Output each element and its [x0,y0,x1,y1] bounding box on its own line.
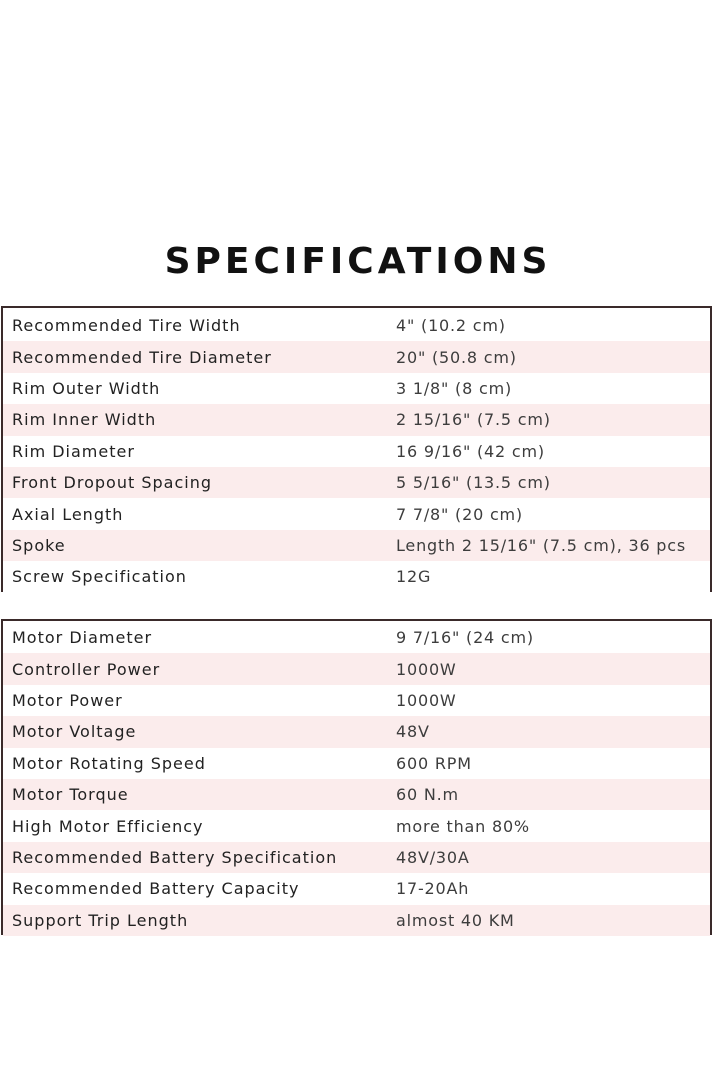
table-row [3,842,710,873]
table-row [3,530,710,561]
spec-value: 12G [396,567,432,587]
spec-value: 4" (10.2 cm) [396,316,506,336]
spec-label: Recommended Battery Specification [12,847,338,867]
spec-label: Axial Length [12,504,124,524]
table-row [3,341,710,372]
spec-value: 9 7/16" (24 cm) [396,628,534,648]
spec-label: Screw Specification [12,567,187,587]
spec-label: Motor Voltage [12,722,137,742]
spec-label: Rim Diameter [12,441,135,461]
table-row [3,748,710,779]
table-row [3,779,710,810]
table-row [3,561,710,592]
spec-value: almost 40 KM [396,910,515,930]
spec-label: Spoke [12,535,66,555]
table-row [3,436,710,467]
table-row [3,310,710,341]
spec-label: Motor Torque [12,785,129,805]
table-row [3,716,710,747]
spec-value: 17-20Ah [396,879,470,899]
spec-value: 600 RPM [396,753,472,773]
spec-label: Motor Rotating Speed [12,753,206,773]
table-row [3,404,710,435]
spec-label: Motor Power [12,690,123,710]
spec-label: Front Dropout Spacing [12,473,212,493]
spec-label: High Motor Efficiency [12,816,204,836]
spec-value: 20" (50.8 cm) [396,347,517,367]
spec-label: Rim Outer Width [12,378,161,398]
spec-label: Recommended Tire Diameter [12,347,272,367]
spec-value: 1000W [396,659,457,679]
table-row [3,685,710,716]
table-row [3,873,710,904]
spec-value: 3 1/8" (8 cm) [396,378,512,398]
spec-value: 48V/30A [396,847,470,867]
spec-label: Support Trip Length [12,910,189,930]
wheel-spec-table [1,306,712,592]
table-row [3,467,710,498]
spec-label: Recommended Tire Width [12,316,241,336]
page-title: SPECIFICATIONS [164,241,552,282]
spec-label: Rim Inner Width [12,410,157,430]
spec-label: Controller Power [12,659,161,679]
spec-value: 5 5/16" (13.5 cm) [396,473,551,493]
spec-value: 2 15/16" (7.5 cm) [396,410,551,430]
spec-value: 1000W [396,690,457,710]
motor-spec-table [1,619,712,935]
spec-value: Length 2 15/16" (7.5 cm), 36 pcs [396,535,686,555]
table-row [3,373,710,404]
spec-label: Motor Diameter [12,628,153,648]
table-row [3,653,710,684]
spec-value: 48V [396,722,430,742]
spec-value: 7 7/8" (20 cm) [396,504,523,524]
spec-value: 60 N.m [396,785,459,805]
spec-value: 16 9/16" (42 cm) [396,441,545,461]
table-row [3,810,710,841]
spec-value: more than 80% [396,816,530,836]
spec-label: Recommended Battery Capacity [12,879,300,899]
table-row [3,905,710,936]
table-row [3,622,710,653]
table-row [3,498,710,529]
